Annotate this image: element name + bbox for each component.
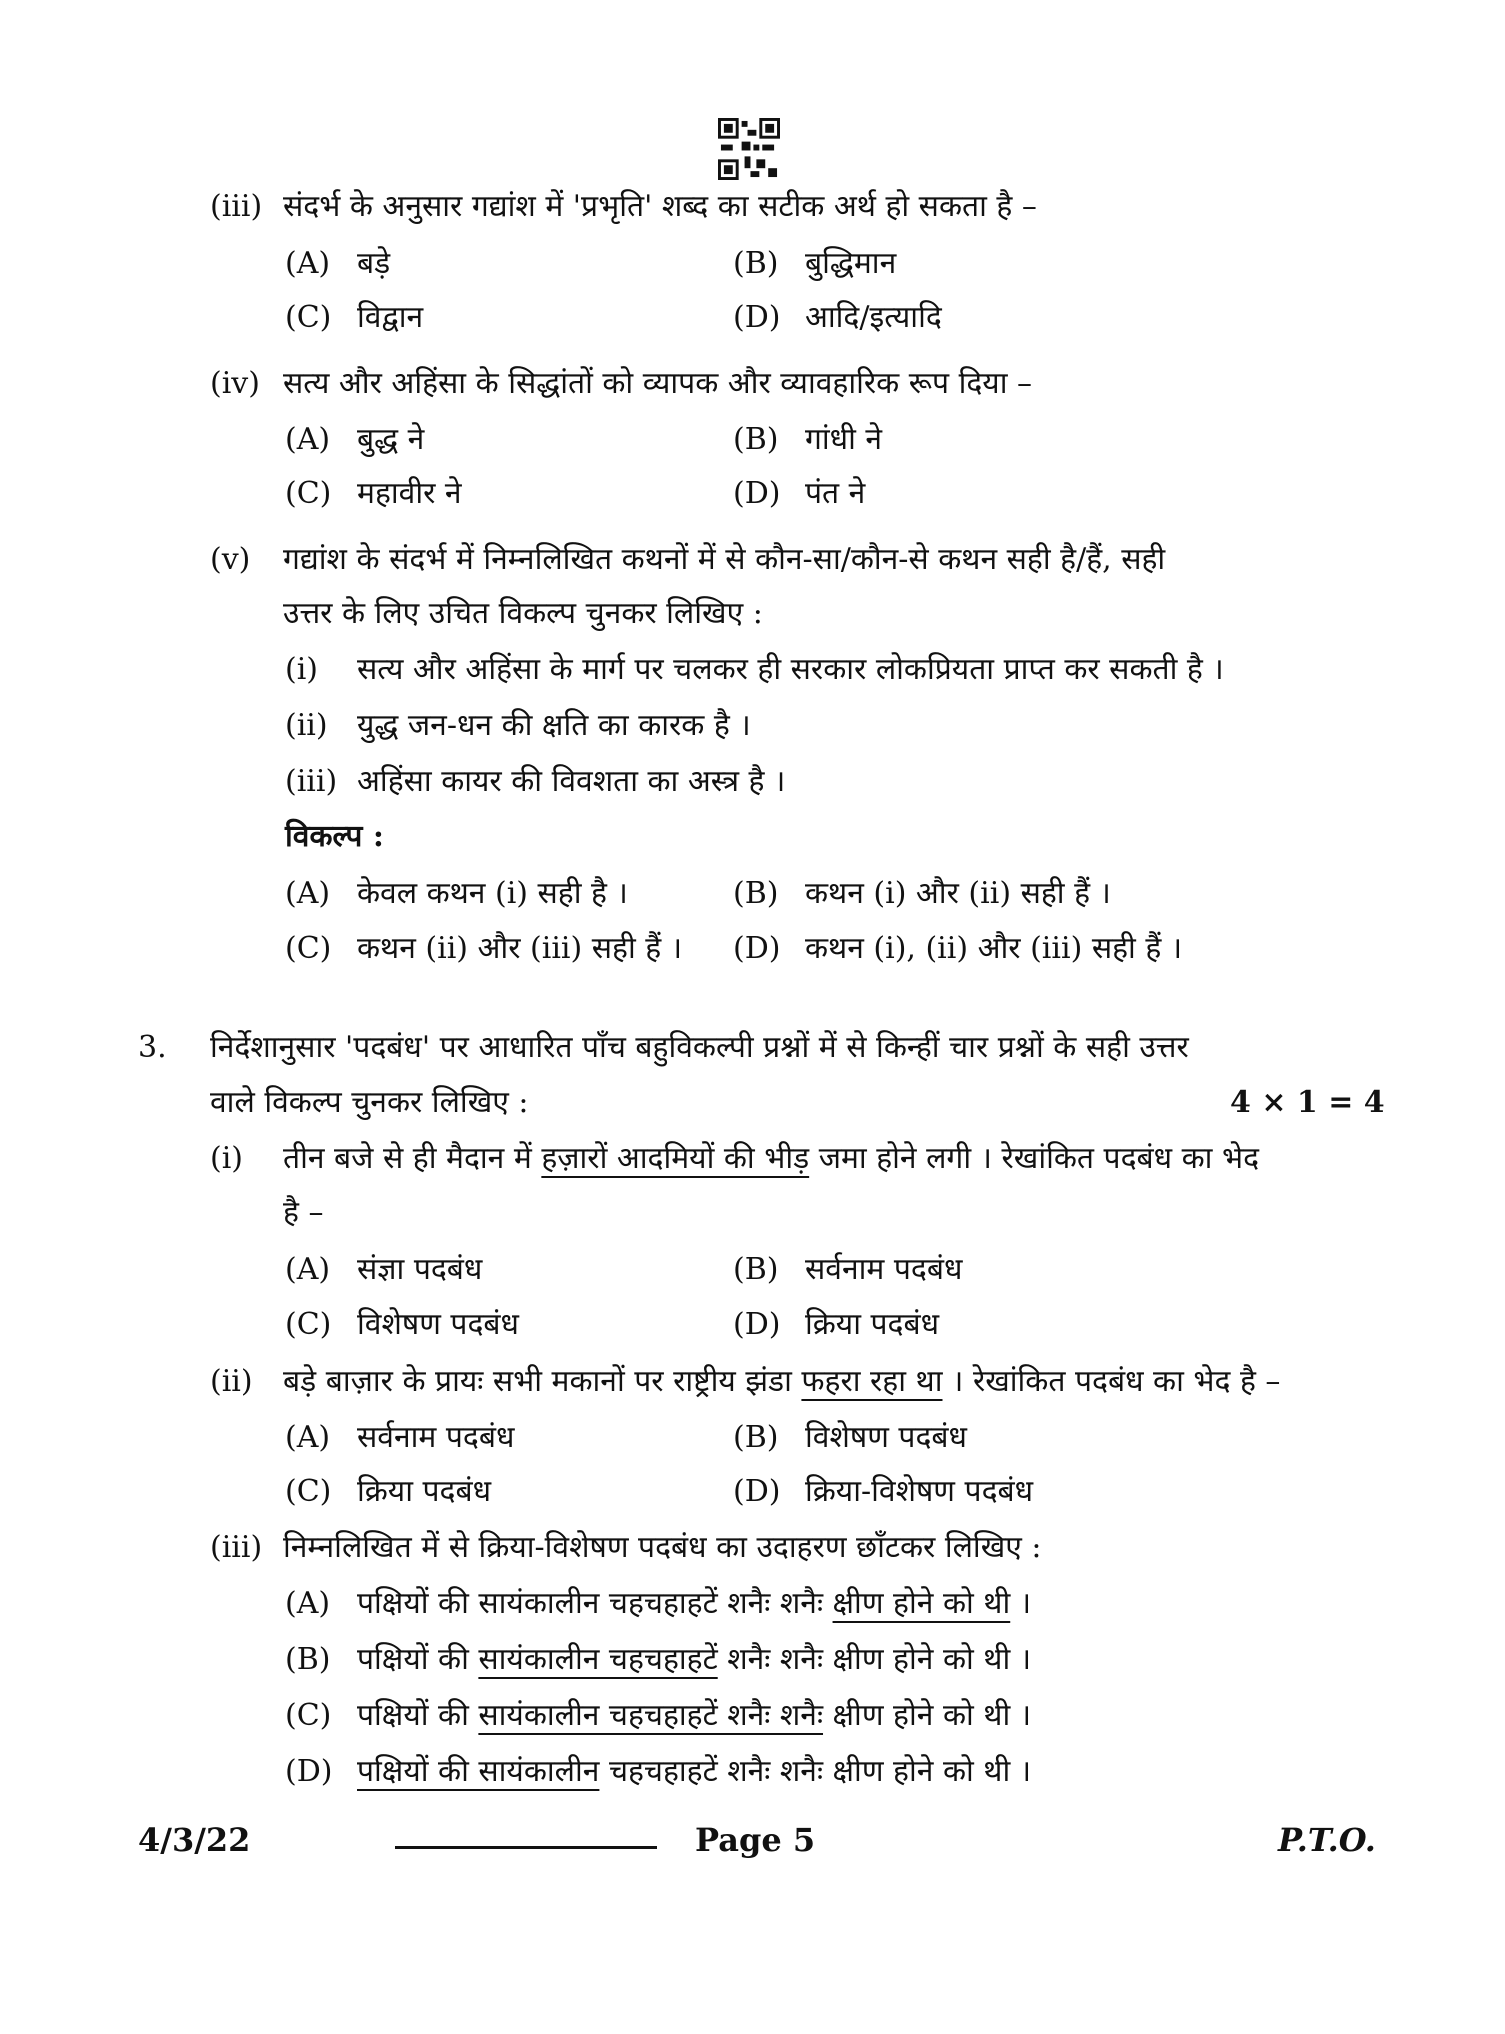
q3-ii-option-a <box>285 1418 514 1458</box>
option-text: क्रिया-विशेषण पदबंध <box>805 1474 1034 1509</box>
q2-v-option-b <box>733 874 1111 914</box>
q2-iii-question: संदर्भ के अनुसार गद्यांश में 'प्रभृति' शब्द का सटीक अर्थ हो सकता है – <box>283 189 1037 224</box>
statement-text: सत्य और अहिंसा के मार्ग पर चलकर ही सरकार लोकप्रियता प्राप्त कर सकती है । <box>357 652 1224 687</box>
statement-label: (i) <box>285 652 319 687</box>
footer-page-number: Page 5 <box>695 1821 816 1859</box>
q3-ii-option-c <box>285 1472 491 1512</box>
option-label: (B) <box>733 422 779 457</box>
q2-v-vikalp-heading: विकल्प : <box>285 819 384 854</box>
q3-iii-option-b <box>285 1640 1031 1680</box>
option-text: पक्षियों की <box>357 1698 479 1733</box>
q2-v-statement-i <box>285 650 1224 690</box>
option-label: (C) <box>285 1474 332 1509</box>
q2-iii-option-d <box>733 298 942 338</box>
q2-v-question-line1: गद्यांश के संदर्भ में निम्नलिखित कथनों में से कौन-सा/कौन-से कथन सही है/हैं, सही <box>283 542 1166 577</box>
question-text: जमा होने लगी । रेखांकित पदबंध का भेद <box>809 1141 1260 1176</box>
underlined-phrase: क्षीण होने को थी <box>832 1586 1011 1621</box>
option-label: (A) <box>285 876 331 911</box>
option-text: कथन (i), (ii) और (iii) सही हैं । <box>805 931 1183 966</box>
underlined-phrase: सायंकालीन चहचहाहटें <box>478 1642 718 1677</box>
q3-instruction-line1: निर्देशानुसार 'पदबंध' पर आधारित पाँच बहुविकल्पी प्रश्नों में से किन्हीं चार प्रश्नों के सही उत्तर <box>210 1030 1189 1065</box>
option-label: (A) <box>285 1252 331 1287</box>
q3-ii-question <box>283 1362 1280 1402</box>
option-label: (A) <box>285 1420 331 1455</box>
option-label: (C) <box>285 1698 332 1733</box>
option-text: क्रिया पदबंध <box>805 1307 940 1342</box>
option-text: बुद्ध ने <box>357 422 425 457</box>
q3-marks: 4 × 1 = 4 <box>1230 1085 1385 1120</box>
option-text: विशेषण पदबंध <box>805 1420 967 1455</box>
option-text: कथन (i) और (ii) सही हैं । <box>805 876 1111 911</box>
option-text: । <box>1010 1586 1032 1621</box>
option-text: सर्वनाम पदबंध <box>357 1420 515 1455</box>
q2-v-option-c <box>285 929 682 969</box>
q3-i-option-a <box>285 1250 482 1290</box>
option-text: गांधी ने <box>805 422 883 457</box>
option-label: (C) <box>285 931 332 966</box>
option-label: (B) <box>733 1420 779 1455</box>
q2-iv-option-d <box>733 474 865 514</box>
question-text: तीन बजे से ही मैदान में <box>283 1141 542 1176</box>
option-label: (A) <box>285 422 331 457</box>
option-text: आदि/इत्यादि <box>805 300 942 335</box>
statement-text: अहिंसा कायर की विवशता का अस्त्र है । <box>357 764 786 799</box>
option-text: बड़े <box>357 246 391 281</box>
option-label: (B) <box>733 1252 779 1287</box>
q2-v-option-d <box>733 929 1182 969</box>
q3-i-option-d <box>733 1305 939 1345</box>
statement-label: (ii) <box>285 708 328 743</box>
option-text: महावीर ने <box>357 476 462 511</box>
q2-iii-option-b <box>733 244 896 284</box>
q2-v-statement-iii <box>285 762 785 802</box>
q3-ii-option-d <box>733 1472 1033 1512</box>
q3-i-option-b <box>733 1250 962 1290</box>
q2-iii-option-c <box>285 298 423 338</box>
footer-paper-code: 4/3/22 <box>138 1821 251 1859</box>
question-text: । रेखांकित पदबंध का भेद है – <box>942 1364 1281 1399</box>
q2-iv-number: (iv) <box>210 366 260 401</box>
underlined-phrase: फहरा रहा था <box>801 1364 943 1399</box>
option-text: विशेषण पदबंध <box>357 1307 519 1342</box>
option-label: (D) <box>733 1307 781 1342</box>
option-text: शनैः शनैः क्षीण होने को थी । <box>717 1642 1032 1677</box>
option-label: (D) <box>733 931 781 966</box>
q3-i-number: (i) <box>210 1141 244 1176</box>
q2-v-question-line2: उत्तर के लिए उचित विकल्प चुनकर लिखिए : <box>283 596 763 631</box>
option-text: सर्वनाम पदबंध <box>805 1252 963 1287</box>
option-text: चहचहाहटें शनैः शनैः क्षीण होने को थी । <box>599 1754 1032 1789</box>
q3-instruction-line2: वाले विकल्प चुनकर लिखिए : <box>210 1085 529 1120</box>
option-text: पक्षियों की <box>357 1642 479 1677</box>
q2-iv-option-c <box>285 474 462 514</box>
q3-ii-option-b <box>733 1418 967 1458</box>
option-label: (C) <box>285 300 332 335</box>
q3-i-question <box>283 1139 1259 1179</box>
statement-text: युद्ध जन-धन की क्षति का कारक है । <box>357 708 751 743</box>
underlined-phrase: सायंकालीन चहचहाहटें शनैः शनैः <box>478 1698 824 1733</box>
q3-iii-option-d <box>285 1752 1031 1792</box>
option-label: (B) <box>733 246 779 281</box>
option-label: (A) <box>285 1586 331 1621</box>
question-text: बड़े बाज़ार के प्रायः सभी मकानों पर राष्ट्रीय झंडा <box>283 1364 802 1399</box>
option-text: पक्षियों की सायंकालीन चहचहाहटें शनैः शनैः <box>357 1586 833 1621</box>
q2-iii-option-a <box>285 244 390 284</box>
option-text: कथन (ii) और (iii) सही हैं । <box>357 931 683 966</box>
option-text: संज्ञा पदबंध <box>357 1252 483 1287</box>
option-label: (B) <box>733 876 779 911</box>
q3-iii-option-c <box>285 1696 1031 1736</box>
footer-rule <box>395 1846 657 1849</box>
q3-i-option-c <box>285 1305 519 1345</box>
option-label: (D) <box>733 300 781 335</box>
option-label: (C) <box>285 1307 332 1342</box>
q2-iv-option-b <box>733 420 882 460</box>
qr-code-icon <box>718 118 780 180</box>
option-text: विद्वान <box>357 300 424 335</box>
option-label: (B) <box>285 1642 331 1677</box>
footer-pto: P.T.O. <box>1278 1821 1376 1859</box>
q3-number: 3. <box>138 1030 167 1065</box>
q2-iv-question: सत्य और अहिंसा के सिद्धांतों को व्यापक और व्यावहारिक रूप दिया – <box>283 366 1032 401</box>
q2-v-statement-ii <box>285 706 751 746</box>
option-text: क्रिया पदबंध <box>357 1474 492 1509</box>
option-text: बुद्धिमान <box>805 246 897 281</box>
option-label: (C) <box>285 476 332 511</box>
option-text: केवल कथन (i) सही है । <box>357 876 628 911</box>
option-label: (A) <box>285 246 331 281</box>
q3-ii-number: (ii) <box>210 1364 253 1399</box>
q3-iii-question: निम्नलिखित में से क्रिया-विशेषण पदबंध का उदाहरण छाँटकर लिखिए : <box>283 1530 1042 1565</box>
q3-i-question-line2: है – <box>283 1195 324 1230</box>
underlined-phrase: हज़ारों आदमियों की भीड़ <box>541 1141 810 1176</box>
q2-iv-option-a <box>285 420 424 460</box>
option-label: (D) <box>733 476 781 511</box>
q2-v-option-a <box>285 874 628 914</box>
q2-v-number: (v) <box>210 542 251 577</box>
option-label: (D) <box>285 1754 333 1789</box>
option-text: क्षीण होने को थी । <box>823 1698 1032 1733</box>
q2-iii-number: (iii) <box>210 189 263 224</box>
q3-iii-number: (iii) <box>210 1530 263 1565</box>
underlined-phrase: पक्षियों की सायंकालीन <box>357 1754 600 1789</box>
q3-iii-option-a <box>285 1584 1031 1624</box>
option-label: (D) <box>733 1474 781 1509</box>
option-text: पंत ने <box>805 476 866 511</box>
statement-label: (iii) <box>285 764 338 799</box>
